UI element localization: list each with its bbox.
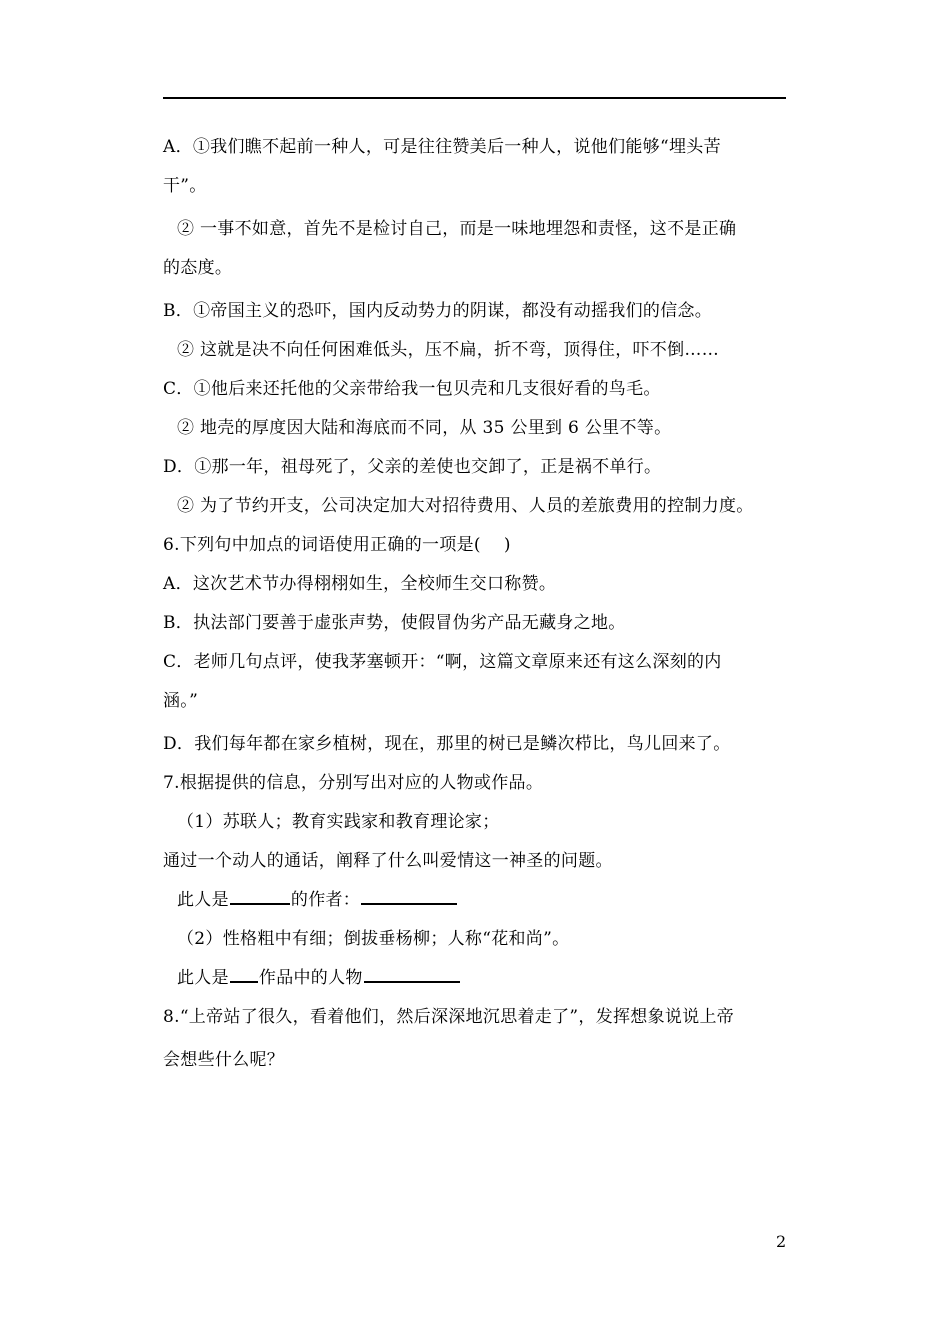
- q7-2-middle: 作品中的人物: [258, 968, 363, 988]
- q7-1-author-blank[interactable]: [361, 886, 457, 905]
- q6-option-c-2: 涵。”: [163, 691, 199, 711]
- q5-option-a-1: A．①我们瞧不起前一种人，可是往往赞美后一种人，说他们能够“埋头苦: [163, 137, 721, 157]
- q5-option-b-1: B．①帝国主义的恐吓，国内反动势力的阴谋，都没有动摇我们的信念。: [163, 301, 713, 321]
- q7-part-2-answer: [163, 959, 798, 998]
- q7-part-2: （2）性格粗中有细；倒拔垂杨柳；人称“花和尚”。: [177, 929, 570, 949]
- q5-option-a-1-cont: 干”。: [163, 176, 207, 196]
- q7-1-prefix: 此人是: [177, 890, 229, 910]
- q7-2-prefix: 此人是: [177, 968, 229, 988]
- q5-option-c-2: ② 地壳的厚度因大陆和海底而不同，从 35 公里到 6 公里不等。: [177, 418, 672, 438]
- page-number: 2: [776, 1232, 787, 1251]
- q6-option-c-1: C．老师几句点评，使我茅塞顿开：“啊，这篇文章原来还有这么深刻的内: [163, 652, 722, 672]
- question-7: 7.根据提供的信息，分别写出对应的人物或作品。: [163, 773, 544, 793]
- q7-2-character-blank[interactable]: [364, 964, 460, 983]
- q5-option-d-2: ② 为了节约开支，公司决定加大对招待费用、人员的差旅费用的控制力度。: [177, 496, 754, 516]
- q5-option-a-2-cont: 的态度。: [163, 258, 233, 278]
- q5-option-a-2: ② 一事不如意，首先不是检讨自己，而是一味地埋怨和责怪，这不是正确: [177, 219, 737, 239]
- q6-option-a: A．这次艺术节办得栩栩如生，全校师生交口称赞。: [163, 574, 557, 594]
- q7-1-work-blank[interactable]: [230, 886, 290, 905]
- document-body: [163, 128, 798, 1080]
- q7-part-1-desc: 通过一个动人的通话，阐释了什么叫爱情这一神圣的问题。: [163, 851, 613, 871]
- q6-option-d: D．我们每年都在家乡植树，现在，那里的树已是鳞次栉比，鸟儿回来了。: [163, 734, 731, 754]
- question-8-cont: 会想些什么呢？: [163, 1050, 285, 1070]
- header-rule: [163, 97, 786, 99]
- q5-option-b-2: ② 这就是决不向任何困难低头，压不扁，折不弯，顶得住，吓不倒……: [177, 340, 720, 360]
- q5-option-c-1: C．①他后来还托他的父亲带给我一包贝壳和几支很好看的鸟毛。: [163, 379, 661, 399]
- question-6: 6.下列句中加点的词语使用正确的一项是( ): [163, 535, 511, 555]
- q7-2-work-blank[interactable]: [230, 964, 258, 983]
- q7-part-1: （1）苏联人；教育实践家和教育理论家；: [177, 812, 500, 832]
- q7-part-1-answer: [163, 881, 798, 920]
- q7-1-middle: 的作者：: [290, 890, 361, 910]
- question-8: 8.“上帝站了很久，看着他们，然后深深地沉思着走了”，发挥想象说说上帝: [163, 1007, 735, 1027]
- q5-option-d-1: D．①那一年，祖母死了，父亲的差使也交卸了，正是祸不单行。: [163, 457, 662, 477]
- q6-option-b: B．执法部门要善于虚张声势，使假冒伪劣产品无藏身之地。: [163, 613, 626, 633]
